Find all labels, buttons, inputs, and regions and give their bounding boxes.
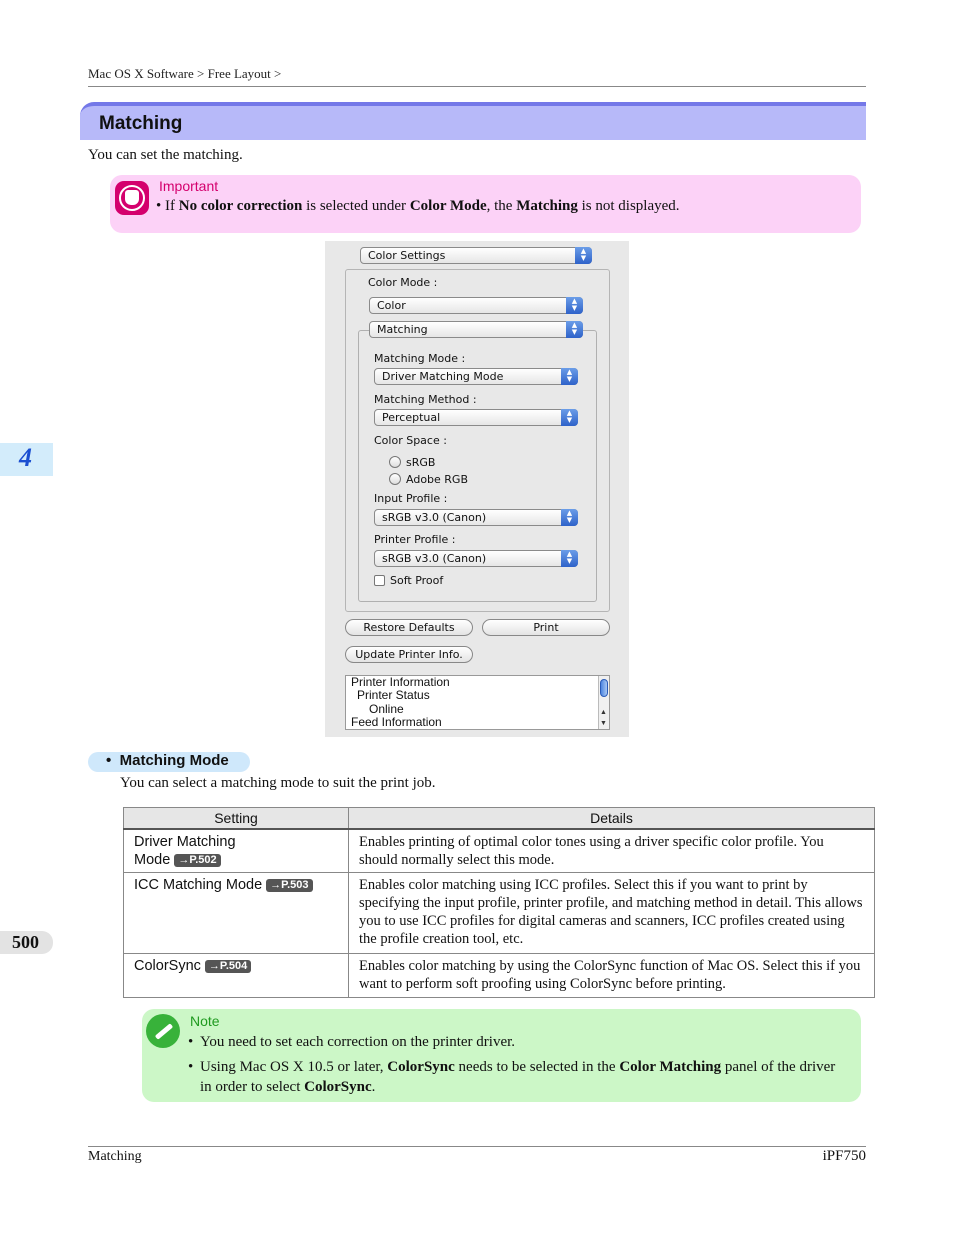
text-fragment: is not displayed. bbox=[577, 198, 680, 214]
note-text bbox=[188, 1032, 848, 1102]
color-space-label: Color Space : bbox=[374, 434, 447, 447]
subsection-heading bbox=[88, 752, 250, 772]
list-item: Online bbox=[369, 702, 404, 716]
note-item-text: You need to set each correction on the printer driver. bbox=[200, 1034, 516, 1050]
important-label: Important bbox=[159, 178, 219, 194]
setting-cell bbox=[124, 872, 349, 953]
subsection-description: You can select a matching mode to suit the print job. bbox=[120, 775, 436, 791]
restore-defaults-button[interactable]: Restore Defaults bbox=[345, 619, 473, 636]
matching-mode-table bbox=[123, 807, 875, 998]
scroll-down-arrow-icon[interactable]: ▼ bbox=[600, 720, 607, 727]
important-box bbox=[110, 175, 861, 233]
soft-proof-checkbox[interactable] bbox=[374, 575, 385, 586]
table-row bbox=[124, 953, 875, 997]
up-down-arrows-icon: ▲ ▼ bbox=[566, 321, 583, 338]
text-fragment: panel of the driver in order to select bbox=[200, 1059, 836, 1095]
matching-method-label: Matching Method : bbox=[374, 393, 477, 406]
note-item bbox=[188, 1057, 848, 1097]
popup-label: Matching bbox=[377, 323, 428, 336]
radio-label: sRGB bbox=[406, 456, 436, 469]
setting-name: ColorSync bbox=[134, 957, 201, 974]
section-title-bar bbox=[80, 102, 866, 140]
page-reference-link[interactable]: →P.503 bbox=[266, 879, 312, 892]
printer-profile-label: Printer Profile : bbox=[374, 533, 456, 546]
matching-mode-label: Matching Mode : bbox=[374, 352, 466, 365]
scroll-up-arrow-icon[interactable]: ▲ bbox=[600, 709, 607, 716]
up-down-arrows-icon: ▲ ▼ bbox=[561, 550, 578, 567]
details-cell: Enables printing of optimal color tones using a driver specific color profile. You should normally select this mode. bbox=[349, 829, 875, 873]
footer-model-name: iPF750 bbox=[822, 1148, 866, 1164]
setting-cell bbox=[124, 829, 349, 873]
bold-term: Matching bbox=[516, 198, 578, 214]
setting-name: Driver Matching bbox=[134, 833, 236, 850]
list-item: Printer Information bbox=[351, 675, 450, 689]
scrollbar[interactable] bbox=[598, 676, 609, 729]
up-down-arrows-icon: ▲ ▼ bbox=[561, 368, 578, 385]
radio-label: Adobe RGB bbox=[406, 473, 469, 486]
input-profile-label: Input Profile : bbox=[374, 492, 448, 505]
popup-label: Color bbox=[377, 299, 406, 312]
up-down-arrows-icon: ▲ ▼ bbox=[561, 409, 578, 426]
section-intro: You can set the matching. bbox=[88, 147, 243, 163]
footer-rule bbox=[88, 1146, 866, 1147]
subsection-title-text: Matching Mode bbox=[119, 752, 229, 769]
page-number-tab bbox=[0, 931, 53, 954]
note-label: Note bbox=[190, 1013, 220, 1029]
popup-label: Color Settings bbox=[368, 249, 446, 262]
page-number: 500 bbox=[12, 932, 39, 952]
bold-term: ColorSync bbox=[304, 1079, 372, 1095]
text-fragment: , the bbox=[486, 198, 517, 214]
up-down-arrows-icon: ▲ ▼ bbox=[561, 509, 578, 526]
printer-info-list[interactable] bbox=[345, 675, 610, 730]
pencil-icon bbox=[146, 1014, 180, 1048]
note-item bbox=[188, 1032, 848, 1052]
color-mode-popup[interactable] bbox=[369, 297, 583, 314]
bullet: • bbox=[156, 198, 162, 214]
list-item: Feed Information bbox=[351, 715, 442, 729]
details-cell: Enables color matching by using the ColorSync function of Mac OS. Select this if you want to perform soft proofing using ColorSync before printing. bbox=[349, 953, 875, 997]
text-fragment: is selected under bbox=[302, 198, 410, 214]
popup-label: Driver Matching Mode bbox=[382, 370, 504, 383]
hand-stop-icon bbox=[115, 181, 149, 215]
color-settings-dialog bbox=[325, 241, 629, 737]
matching-popup[interactable] bbox=[369, 321, 583, 338]
table-row bbox=[124, 829, 875, 873]
text-fragment: . bbox=[371, 1079, 376, 1095]
bold-term: ColorSync bbox=[387, 1059, 455, 1075]
setting-cell bbox=[124, 953, 349, 997]
table-row bbox=[124, 872, 875, 953]
text-fragment: needs to be selected in the bbox=[454, 1059, 620, 1075]
bullet: • bbox=[188, 1034, 194, 1050]
srgb-radio[interactable] bbox=[389, 456, 401, 468]
subsection-title bbox=[106, 752, 229, 769]
footer-section-name: Matching bbox=[88, 1149, 142, 1164]
important-text bbox=[156, 198, 680, 215]
details-cell: Enables color matching using ICC profiles. Select this if you want to print by specifying the input profile, printer profile, and matching method in detail. This allows you to use ICC profiles for digital cameras and scanners, ICC profiles created using the profile creation tool, etc. bbox=[349, 872, 875, 953]
adobe-rgb-radio[interactable] bbox=[389, 473, 401, 485]
table-header-details: Details bbox=[349, 808, 875, 829]
text-fragment: Using Mac OS X 10.5 or later, bbox=[200, 1059, 388, 1075]
bold-term: Color Matching bbox=[619, 1059, 722, 1075]
chapter-number: 4 bbox=[19, 443, 32, 472]
list-item: Printer Status bbox=[357, 688, 430, 702]
color-mode-label: Color Mode : bbox=[368, 276, 438, 289]
matching-method-popup[interactable] bbox=[374, 409, 578, 426]
soft-proof-label: Soft Proof bbox=[390, 574, 444, 587]
print-button[interactable]: Print bbox=[482, 619, 610, 636]
printer-profile-popup[interactable] bbox=[374, 550, 578, 567]
popup-label: Perceptual bbox=[382, 411, 441, 424]
bullet: • bbox=[106, 752, 112, 769]
page-reference-link[interactable]: →P.502 bbox=[174, 854, 220, 867]
popup-label: sRGB v3.0 (Canon) bbox=[382, 552, 487, 565]
scroll-thumb[interactable] bbox=[600, 679, 608, 697]
header-rule bbox=[88, 86, 866, 87]
bold-term: No color correction bbox=[178, 198, 303, 214]
chapter-tab bbox=[0, 443, 53, 476]
text-fragment: If bbox=[165, 198, 179, 214]
bold-term: Color Mode bbox=[409, 198, 487, 214]
update-printer-info-button[interactable]: Update Printer Info. bbox=[345, 646, 473, 663]
setting-name: Mode bbox=[134, 851, 171, 868]
up-down-arrows-icon: ▲ ▼ bbox=[575, 247, 592, 264]
note-box bbox=[142, 1009, 861, 1102]
color-settings-popup[interactable] bbox=[360, 247, 592, 264]
matching-mode-popup[interactable] bbox=[374, 368, 578, 385]
table-header-setting: Setting bbox=[124, 808, 349, 829]
input-profile-popup[interactable] bbox=[374, 509, 578, 526]
popup-label: sRGB v3.0 (Canon) bbox=[382, 511, 487, 524]
bullet: • bbox=[188, 1059, 194, 1075]
up-down-arrows-icon: ▲ ▼ bbox=[566, 297, 583, 314]
breadcrumb: Mac OS X Software > Free Layout > bbox=[88, 66, 282, 81]
section-title: Matching bbox=[99, 113, 183, 134]
page-reference-link[interactable]: →P.504 bbox=[205, 960, 251, 973]
setting-name: ICC Matching Mode bbox=[134, 876, 263, 893]
